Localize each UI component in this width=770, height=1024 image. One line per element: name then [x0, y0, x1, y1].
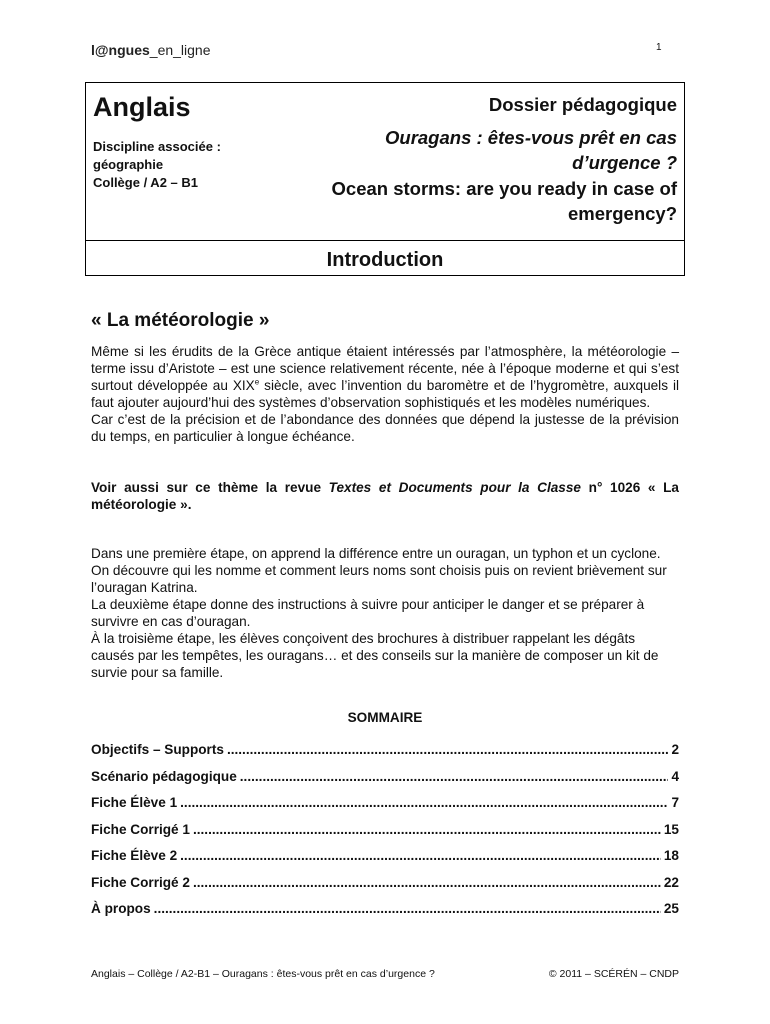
toc-leader [227, 742, 669, 757]
toc-item[interactable] [91, 769, 679, 796]
step1-text: Dans une première étape, on apprend la différence entre un ouragan, un typhon et un cyclone. On découvre qui les nomme et comment leurs noms sont choisis puis on revient brièvement sur l’ouragan Katrina. [91, 546, 667, 595]
toc-item[interactable] [91, 742, 679, 769]
toc-item-page: 22 [663, 874, 679, 890]
p2-text-a: Voir aussi sur ce thème la revue [91, 480, 329, 495]
toc-item-label: Fiche Élève 1 [91, 795, 178, 810]
title-english: Ocean storms: are you ready in case of emergency? [331, 178, 677, 224]
toc-item-label: Fiche Élève 2 [91, 848, 178, 863]
footer-copyright: © 2011 – SCÉRÉN – CNDP [548, 968, 679, 980]
step2-text: La deuxième étape donne des instructions à suivre pour anticiper le danger et se préparer à survivre en cas d’ouragan. [91, 597, 645, 629]
toc-item-page: 4 [671, 768, 679, 784]
toc-item[interactable] [91, 795, 679, 822]
p1-text-b: siècle, avec l’invention du baromètre et de l’hygromètre, auxquels il faut ajouter aujourd’hui des systèmes d’observation sophistiqués et les modèles numériques. [91, 378, 679, 410]
toc-item-label: Scénario pédagogique [91, 768, 237, 784]
discipline-label: Discipline associée : [93, 139, 221, 154]
step3-text: À la troisième étape, les élèves conçoivent des brochures à distribuer rappelant les dégâts causés par les tempêtes, les ouragans… et des conseils sur la manière de composer un kit de survie pour sa famille. [91, 631, 659, 680]
page-footer [91, 968, 679, 980]
title-box [85, 82, 685, 276]
toc-item[interactable] [91, 875, 679, 902]
p1-text-a: Même si les érudits de la Grèce antique étaient intéressés par l’atmosphère, la météorologie – terme issu d’Aristote – est une science relativement récente, née à l’époque moderne et qui s’est surtout développée au XIX [91, 344, 679, 393]
reference-paragraph [91, 479, 679, 513]
dossier-label: Dossier pédagogique [488, 94, 677, 115]
p2-text-b: n° 1026 « La météorologie ». [91, 480, 679, 512]
site-logo [91, 42, 211, 58]
intro-paragraph [91, 343, 679, 445]
toc-item-label: Objectifs – Supports [91, 742, 224, 757]
logo-part1: l@ngues [91, 42, 150, 58]
page-number: 1 [656, 42, 662, 53]
toc-item-page: 25 [663, 901, 679, 916]
course-meta [93, 138, 221, 192]
toc-leader [180, 848, 661, 863]
title-divider [86, 240, 684, 241]
logo-part2: _en_ligne [149, 42, 211, 58]
toc-item-label: Fiche Corrigé 1 [91, 821, 190, 837]
p2-journal-title: Textes et Documents pour la Classe [328, 480, 581, 495]
body-heading: « La météorologie » [91, 310, 270, 331]
toc-leader [180, 795, 668, 810]
toc-leader [193, 875, 661, 890]
toc-leader [193, 822, 661, 837]
toc-item-label: Fiche Corrigé 2 [91, 874, 190, 890]
toc-item[interactable] [91, 848, 679, 875]
level-label: Collège / A2 – B1 [93, 175, 198, 190]
title-french: Ouragans : êtes-vous prêt en cas d’urgence ? [385, 127, 677, 173]
table-of-contents [91, 742, 679, 928]
toc-item-page: 7 [671, 795, 679, 810]
toc-leader [240, 769, 669, 784]
toc-leader [154, 901, 661, 916]
toc-item-page: 18 [663, 848, 679, 863]
subject-title: Anglais [93, 92, 191, 122]
toc-heading: SOMMAIRE [347, 710, 423, 725]
toc-item[interactable] [91, 901, 679, 928]
toc-item-page: 2 [671, 742, 679, 757]
toc-item-label: À propos [91, 901, 151, 916]
p1-text-c: Car c’est de la précision et de l’abondance des données que dépend la justesse de la prévision du temps, en particulier à longue échéance. [91, 412, 679, 444]
p1-superscript: e [254, 377, 260, 387]
discipline-value: géographie [93, 157, 164, 172]
steps-paragraph [91, 545, 679, 681]
footer-left: Anglais – Collège / A2-B1 – Ouragans : êtes-vous prêt en cas d’urgence ? [91, 968, 435, 980]
toc-item[interactable] [91, 822, 679, 849]
toc-item-page: 15 [663, 821, 679, 837]
section-title: Introduction [326, 249, 444, 271]
